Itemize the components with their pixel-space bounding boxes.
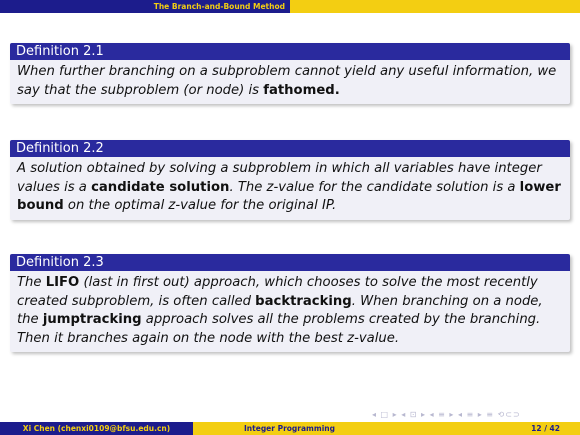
- bold-term: lower bound: [17, 179, 561, 213]
- header-right-segment: [290, 0, 580, 13]
- definition-title: Definition 2.1: [10, 43, 570, 60]
- top-header-bar: [0, 0, 580, 13]
- definition-text: The: [17, 275, 46, 290]
- footer-course: Integer Programming: [193, 422, 386, 435]
- beamer-navigation-icons[interactable]: ◂ □ ▸ ◂ ⊡ ▸ ◂ ≡ ▸ ◂ ≡ ▸ ≡ ⟲⊂⊃: [372, 410, 521, 419]
- definition-body: [10, 60, 570, 104]
- definition-body: [10, 271, 570, 352]
- definition-block-2: [10, 140, 570, 220]
- bold-term: jumptracking: [42, 312, 142, 327]
- bold-term: LIFO: [45, 275, 80, 290]
- bold-term: candidate solution: [91, 179, 230, 195]
- footer-page-number: 12 / 42: [386, 422, 580, 435]
- definition-block-3: [10, 254, 570, 352]
- definition-body: [10, 157, 570, 220]
- bold-term: backtracking: [255, 293, 352, 309]
- footer-author: Xi Chen (chenxi0109@bfsu.edu.cn): [0, 422, 193, 435]
- definition-text: When further branching on a subproblem cannot yield any useful information, we say that the subproblem (or node) is: [17, 64, 557, 98]
- header-left-segment: [0, 0, 290, 13]
- definition-text: on the optimal z-value for the original IP.: [63, 198, 337, 213]
- footer-bar: [0, 422, 580, 435]
- definition-text: A solution obtained by solving a subproblem in which all variables have integer values is a: [17, 161, 542, 195]
- definition-text: . When branching on a node, the: [17, 293, 543, 327]
- section-title: The Branch-and-Bound Method: [153, 2, 285, 11]
- definition-text: (last in first out) approach, which chooses to solve the most recently created subproblem, is often called: [17, 275, 538, 309]
- definition-title: Definition 2.2: [10, 140, 570, 157]
- definition-block-1: [10, 43, 570, 104]
- definition-title: Definition 2.3: [10, 254, 570, 271]
- definition-text: . The z-value for the candidate solution is a: [229, 179, 520, 195]
- bold-term: fathomed.: [263, 82, 340, 98]
- definition-text: approach solves all the problems created by the branching. Then it branches again on the node with the best z-value.: [17, 312, 541, 346]
